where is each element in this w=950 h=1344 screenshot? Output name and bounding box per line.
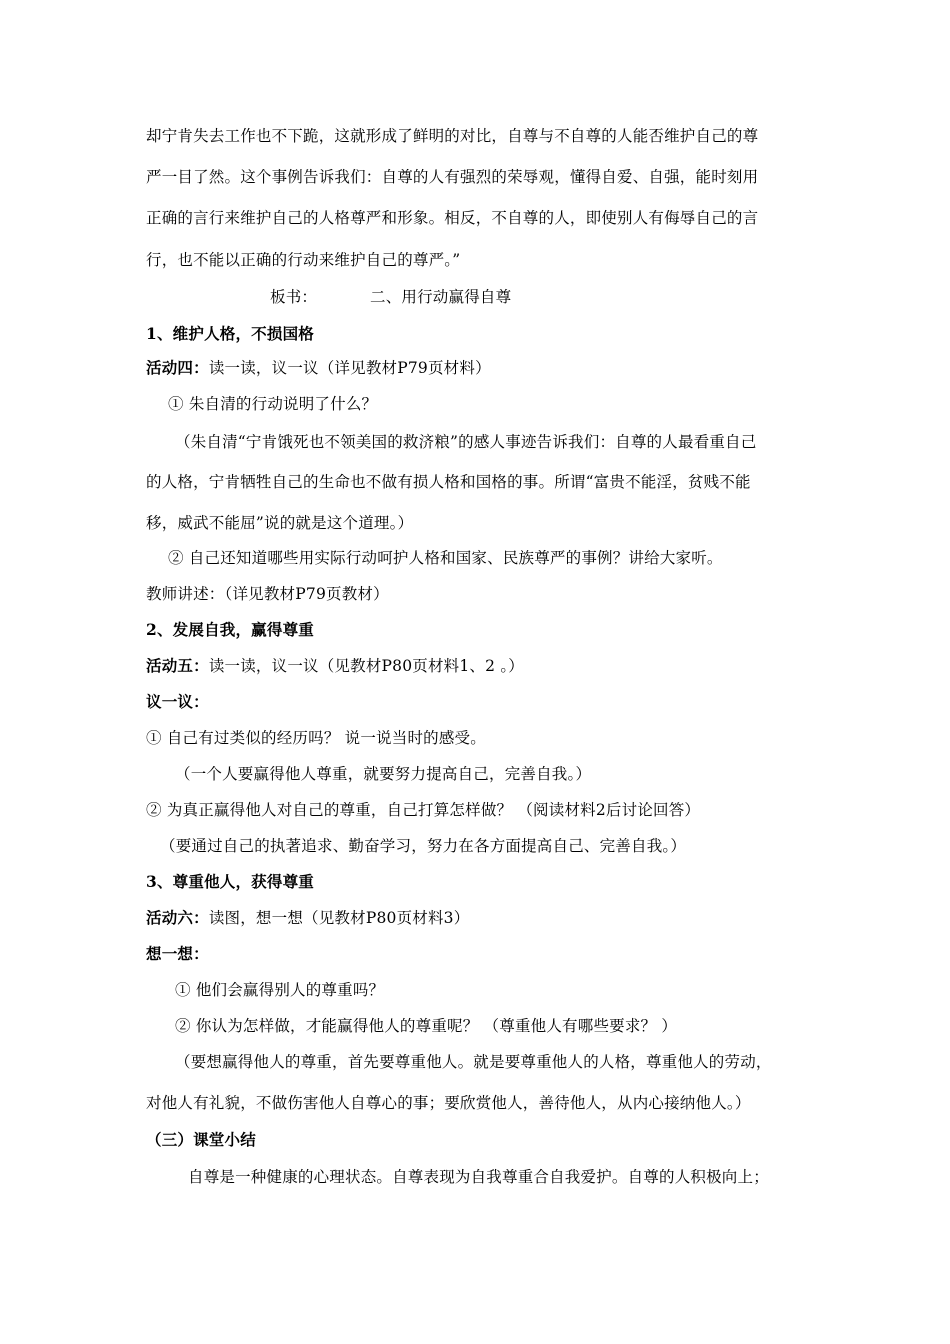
activity-line <box>146 908 469 928</box>
summary-heading: （三）课堂小结 <box>146 1130 256 1149</box>
question-item: ① 自己有过类似的经历吗？ 说一说当时的感受。 <box>146 729 486 747</box>
answer-line: （要通过自己的执著追求、勤奋学习，努力在各方面提高自己、完善自我。） <box>160 837 687 855</box>
board-label: 板书： <box>270 288 318 306</box>
activity-line <box>146 656 524 676</box>
activity-text: 读一读，议一议（详见教材P79页材料） <box>208 359 491 377</box>
question-item: ② 自己还知道哪些用实际行动呵护人格和国家、民族尊严的事例？讲给大家听。 <box>168 549 723 567</box>
answer-line: 对他人有礼貌，不做伤害他人自尊心的事；要欣赏他人，善待他人，从内心接纳他人。） <box>146 1094 751 1112</box>
paragraph-line: 行，也不能以正确的行动来维护自己的尊严。” <box>146 251 461 269</box>
think-label: 想一想： <box>146 944 209 963</box>
answer-line: 移，威武不能屈”说的就是这个道理。） <box>146 514 414 532</box>
paragraph-line: 严一目了然。这个事例告诉我们：自尊的人有强烈的荣辱观，懂得自爱、自强，能时刻用 <box>146 168 759 186</box>
answer-line: （一个人要赢得他人尊重，就要努力提高自己，完善自我。） <box>175 765 592 783</box>
question-item: ① 朱自清的行动说明了什么？ <box>168 395 378 413</box>
activity-label: 活动五： <box>146 656 209 675</box>
activity-label: 活动六： <box>146 908 209 927</box>
teacher-note: 教师讲述：（详见教材P79页教材） <box>146 585 389 603</box>
paragraph-line: 正确的言行来维护自己的人格尊严和形象。相反，不自尊的人，即使别人有侮辱自己的言 <box>146 209 759 227</box>
section-heading: 2、发展自我，赢得尊重 <box>146 620 314 639</box>
activity-label: 活动四： <box>146 358 209 377</box>
activity-text: 读一读，议一议（见教材P80页材料1、2 。） <box>208 657 524 675</box>
activity-text: 读图，想一想（见教材P80页材料3） <box>208 909 470 927</box>
answer-line: （朱自清“宁肯饿死也不领美国的救济粮”的感人事迹告诉我们：自尊的人最看重自己 <box>175 433 757 451</box>
answer-line: 的人格，宁肯牺牲自己的生命也不做有损人格和国格的事。所谓“富贵不能淫，贫贱不能 <box>146 473 751 491</box>
answer-line: （要想赢得他人的尊重，首先要尊重他人。就是要尊重他人的人格，尊重他人的劳动， <box>175 1053 772 1071</box>
activity-line <box>146 358 491 378</box>
board-title: 二、用行动赢得自尊 <box>370 288 512 306</box>
paragraph-line: 却宁肯失去工作也不下跪，这就形成了鲜明的对比，自尊与不自尊的人能否维护自己的尊 <box>146 127 759 145</box>
question-item: ② 为真正赢得他人对自己的尊重，自己打算怎样做？ （阅读材料2后讨论回答） <box>146 801 701 819</box>
section-heading: 3、尊重他人，获得尊重 <box>146 872 314 891</box>
summary-text: 自尊是一种健康的心理状态。自尊表现为自我尊重合自我爱护。自尊的人积极向上； <box>188 1168 769 1186</box>
discuss-label: 议一议： <box>146 692 209 711</box>
question-item: ② 你认为怎样做，才能赢得他人的尊重呢？ （尊重他人有哪些要求？ ） <box>175 1017 678 1035</box>
section-heading: 1、维护人格，不损国格 <box>146 324 314 343</box>
question-item: ① 他们会赢得别人的尊重吗？ <box>175 981 385 999</box>
